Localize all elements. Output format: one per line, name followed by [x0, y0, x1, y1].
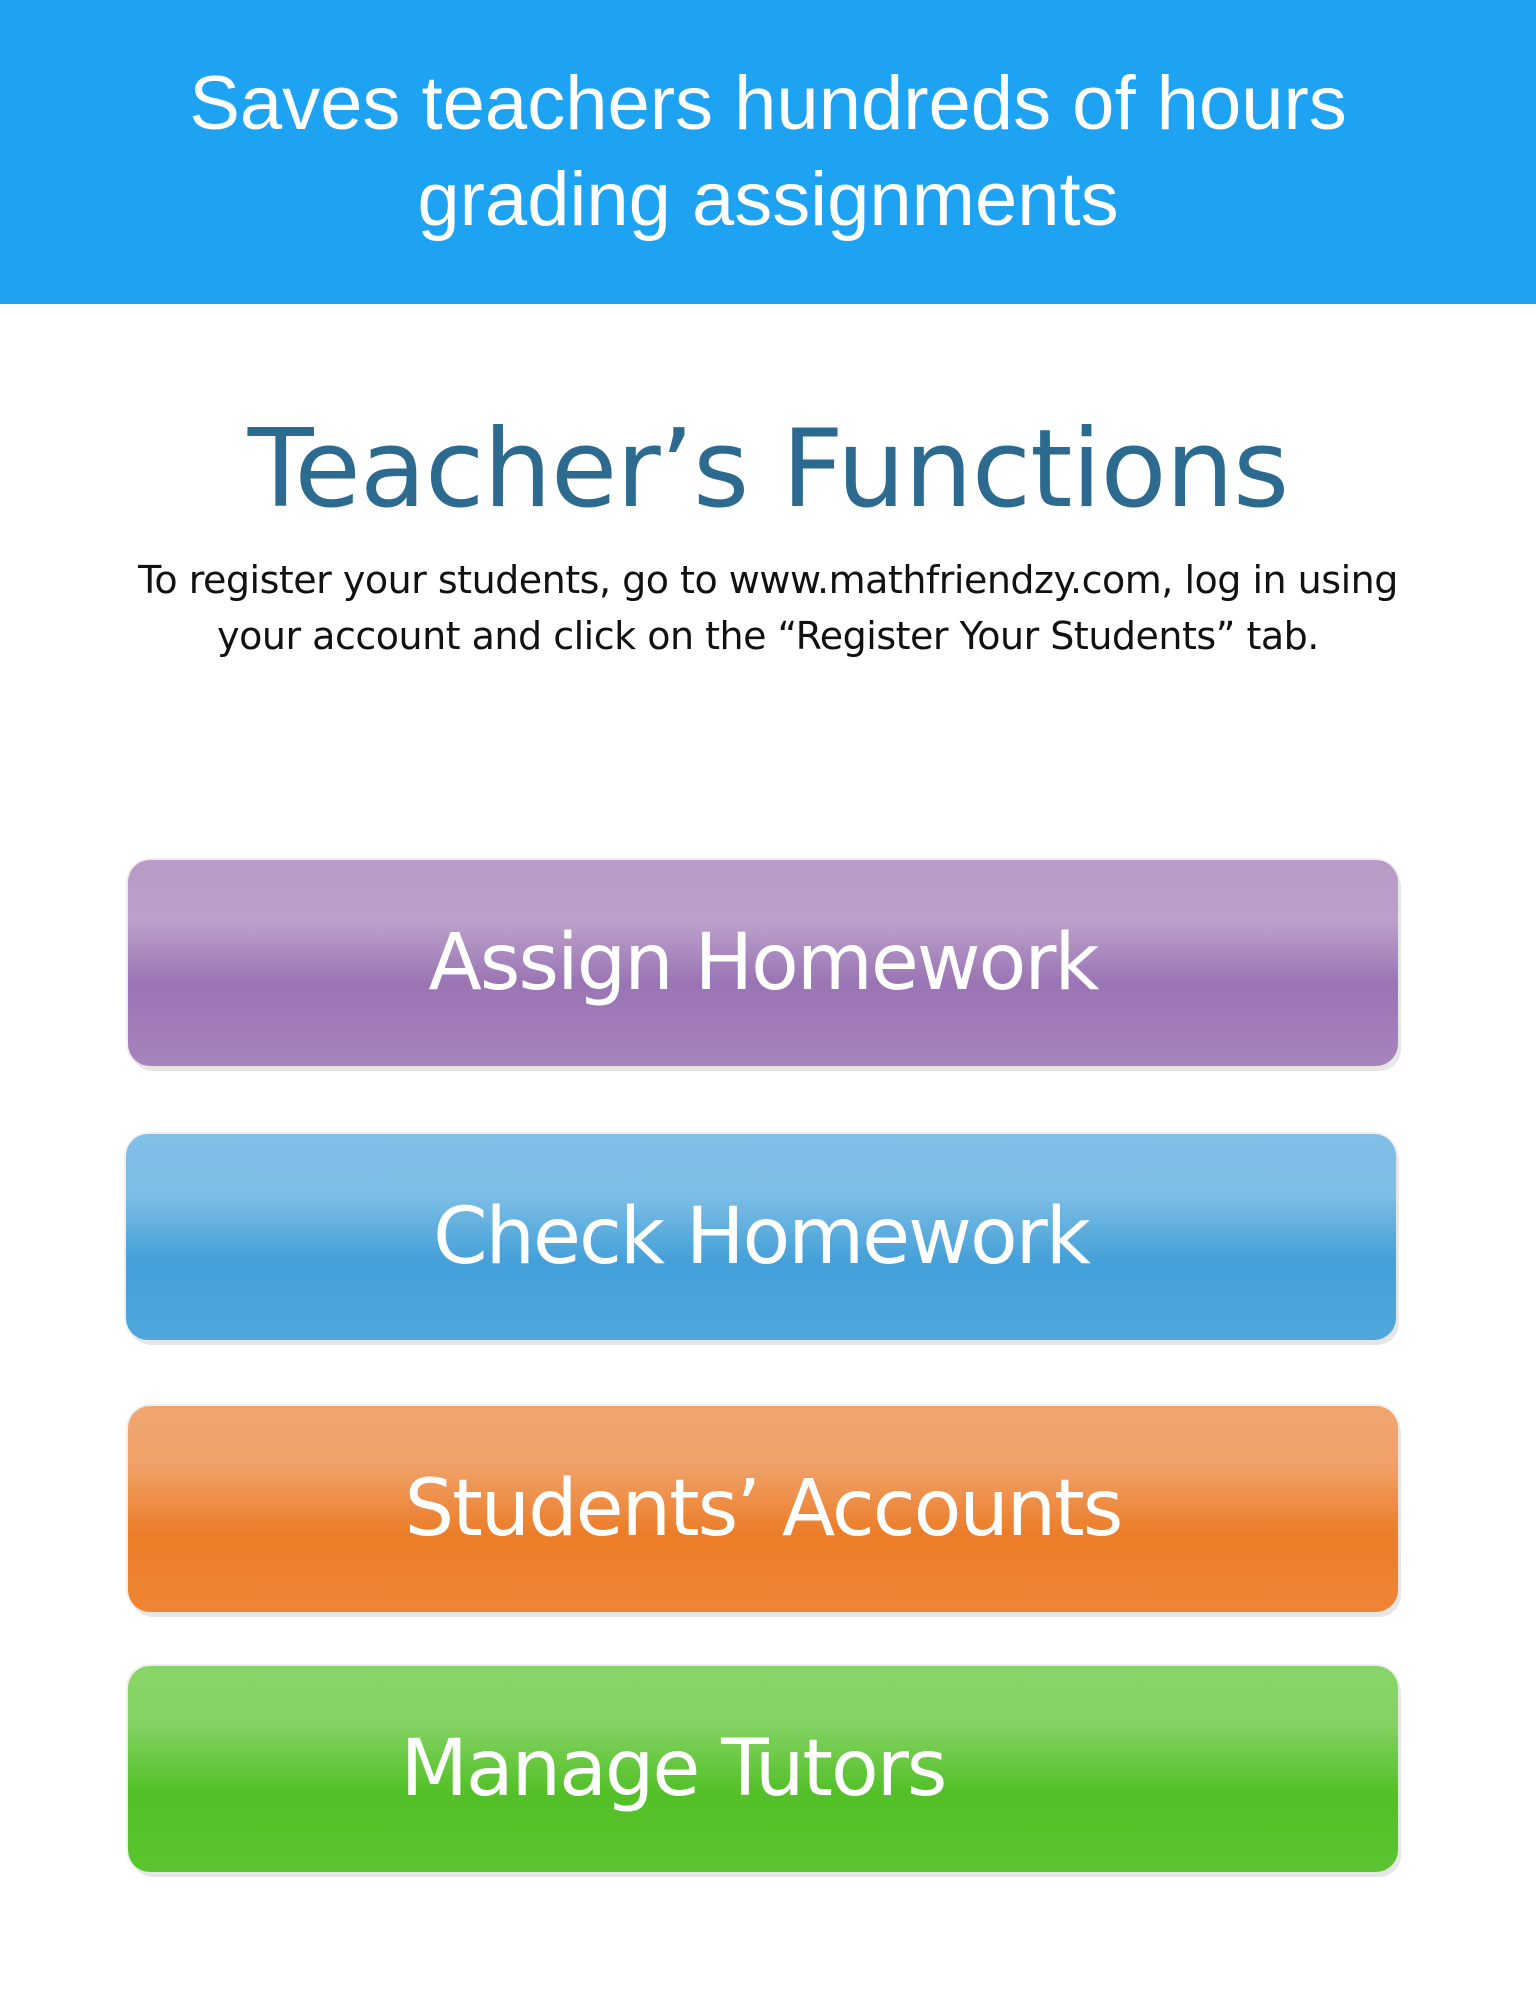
banner-tagline-line2: grading assignments [417, 157, 1119, 242]
manage-tutors-label: Manage Tutors [400, 1724, 946, 1814]
check-homework-button[interactable] [126, 1134, 1396, 1340]
assign-homework-label: Assign Homework [428, 918, 1098, 1008]
students-accounts-label: Students’ Accounts [404, 1464, 1122, 1554]
banner-tagline [68, 56, 1468, 248]
assign-homework-button[interactable] [128, 860, 1398, 1066]
students-accounts-button[interactable] [128, 1406, 1398, 1612]
check-homework-label: Check Homework [433, 1192, 1089, 1282]
manage-tutors-button[interactable] [128, 1666, 1398, 1872]
instructions-line1: To register your students, go to www.mathfriendzy.com, log in using [138, 558, 1398, 602]
header-banner [0, 0, 1536, 304]
banner-tagline-line1: Saves teachers hundreds of hours [189, 61, 1347, 146]
instructions-line2: your account and click on the “Register Your Students” tab. [217, 614, 1319, 658]
page-title: Teacher’s Functions [247, 407, 1289, 532]
registration-instructions [88, 552, 1448, 664]
